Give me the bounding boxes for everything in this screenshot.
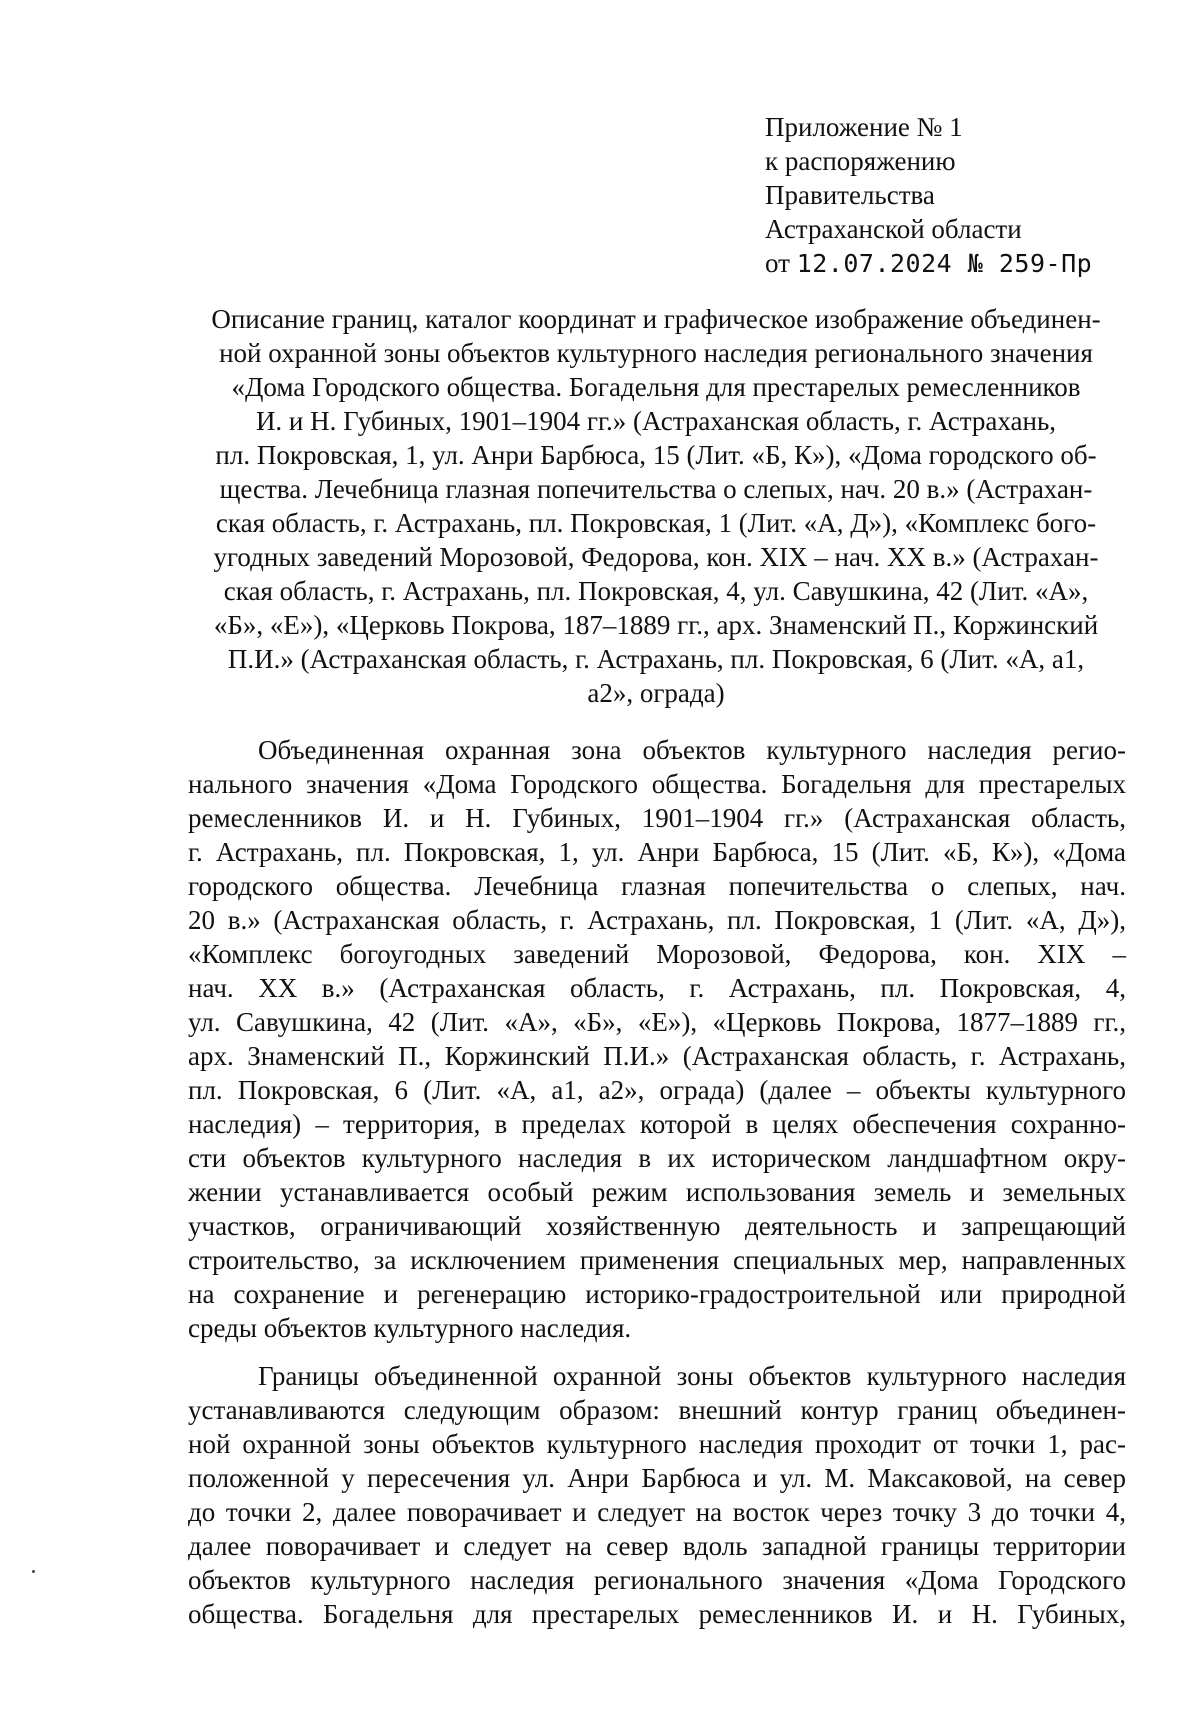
paragraph-line: объектов культурного наследия регионального значения «Дома Городского (188, 1565, 1126, 1595)
paragraph-line: сти объектов культурного наследия в их историческом ландшафтном окру- (188, 1143, 1126, 1173)
title-line: Описание границ, каталог координат и графическое изображение объединен- (211, 304, 1101, 334)
paragraph-line: наследия) – территория, в пределах которой в целях обеспечения сохранно- (188, 1109, 1126, 1139)
title-line: И. и Н. Губиных, 1901–1904 гг.» (Астраханская область, г. Астрахань, (255, 406, 1057, 436)
paragraph-line: нач. XX в.» (Астраханская область, г. Астрахань, пл. Покровская, 4, (188, 973, 1126, 1003)
title-line: пл. Покровская, 1, ул. Анри Барбюса, 15 (Лит. «Б, К»), «Дома городского об- (215, 440, 1097, 470)
title-line: «Б», «Е»), «Церковь Покрова, 187–1889 гг., арх. Знаменский П., Коржинский (213, 610, 1099, 640)
title-line: «Дома Городского общества. Богадельня для престарелых ремесленников (231, 372, 1081, 402)
paragraph-line: участков, ограничивающий хозяйственную деятельность и запрещающий (188, 1211, 1126, 1241)
scan-speck (32, 1570, 35, 1573)
paragraph-line: ремесленников И. и Н. Губиных, 1901–1904 гг.» (Астраханская область, (188, 803, 1126, 833)
paragraph-line: ной охранной зоны объектов культурного наследия проходит от точки 1, рас- (188, 1429, 1126, 1459)
paragraph-line: арх. Знаменский П., Коржинский П.И.» (Астраханская область, г. Астрахань, (188, 1041, 1126, 1071)
paragraph-gap (188, 1345, 1126, 1359)
title-line: а2», ограда) (587, 678, 725, 708)
paragraph-line: г. Астрахань, пл. Покровская, 1, ул. Анри Барбюса, 15 (Лит. «Б, К»), «Дома (188, 837, 1126, 867)
paragraph-line: Границы объединенной охранной зоны объектов культурного наследия (258, 1361, 1126, 1391)
title-line: П.И.» (Астраханская область, г. Астрахань, пл. Покровская, 6 (Лит. «А, а1, (227, 644, 1085, 674)
appendix-line-3: Правительства (765, 180, 935, 210)
appendix-date-line (765, 246, 1092, 281)
title-line: угодных заведений Морозовой, Федорова, кон. XIX – нач. XX в.» (Астрахан- (213, 542, 1099, 572)
paragraph-zone-boundaries (188, 1359, 1126, 1631)
paragraph-line: «Комплекс богоугодных заведений Морозовой, Федорова, кон. XIX – (188, 939, 1126, 969)
appendix-line-2: к распоряжению (765, 146, 956, 176)
paragraph-line: положенной у пересечения ул. Анри Барбюса и ул. М. Максаковой, на север (188, 1463, 1126, 1493)
paragraph-line: среды объектов культурного наследия. (188, 1313, 632, 1343)
paragraph-line: ул. Савушкина, 42 (Лит. «А», «Б», «Е»), «Церковь Покрова, 1877–1889 гг., (188, 1007, 1126, 1037)
paragraph-line: жении устанавливается особый режим использования земель и земельных (188, 1177, 1126, 1207)
paragraph-line: нального значения «Дома Городского общества. Богадельня для престарелых (188, 769, 1126, 799)
paragraph-line: строительство, за исключением применения специальных мер, направленных (188, 1245, 1126, 1275)
paragraph-line: Объединенная охранная зона объектов культурного наследия регио- (258, 735, 1126, 765)
document-title (186, 302, 1126, 710)
appendix-header (765, 110, 1092, 281)
paragraph-line: далее поворачивает и следует на север вдоль западной границы территории (188, 1531, 1126, 1561)
title-line: ская область, г. Астрахань, пл. Покровская, 1 (Лит. «А, Д»), «Комплекс бого- (215, 508, 1097, 538)
title-line: ной охранной зоны объектов культурного наследия регионального значения (219, 338, 1093, 368)
title-line: ская область, г. Астрахань, пл. Покровская, 4, ул. Савушкина, 42 (Лит. «А», (223, 576, 1089, 606)
paragraph-line: общества. Богадельня для престарелых ремесленников И. и Н. Губиных, (188, 1599, 1126, 1629)
appendix-date-prefix: от (765, 248, 790, 278)
paragraph-line: до точки 2, далее поворачивает и следует на восток через точку 3 до точки 4, (188, 1497, 1126, 1527)
paragraph-line: 20 в.» (Астраханская область, г. Астрахань, пл. Покровская, 1 (Лит. «А, Д»), (188, 905, 1126, 935)
title-line: щества. Лечебница глазная попечительства о слепых, нач. 20 в.» (Астрахан- (219, 474, 1093, 504)
paragraph-line: на сохранение и регенерацию историко-градостроительной или природной (188, 1279, 1126, 1309)
appendix-line-1: Приложение № 1 (765, 112, 963, 142)
appendix-line-4: Астраханской области (765, 214, 1022, 244)
appendix-date-number: 12.07.2024 № 259-Пр (796, 249, 1093, 278)
paragraph-line: устанавливаются следующим образом: внешний контур границ объединен- (188, 1395, 1126, 1425)
document-body (188, 733, 1126, 1631)
paragraph-line: пл. Покровская, 6 (Лит. «А, а1, а2», ограда) (далее – объекты культурного (188, 1075, 1126, 1105)
paragraph-line: городского общества. Лечебница глазная попечительства о слепых, нач. (188, 871, 1126, 901)
paragraph-protection-zone-definition (188, 733, 1126, 1345)
